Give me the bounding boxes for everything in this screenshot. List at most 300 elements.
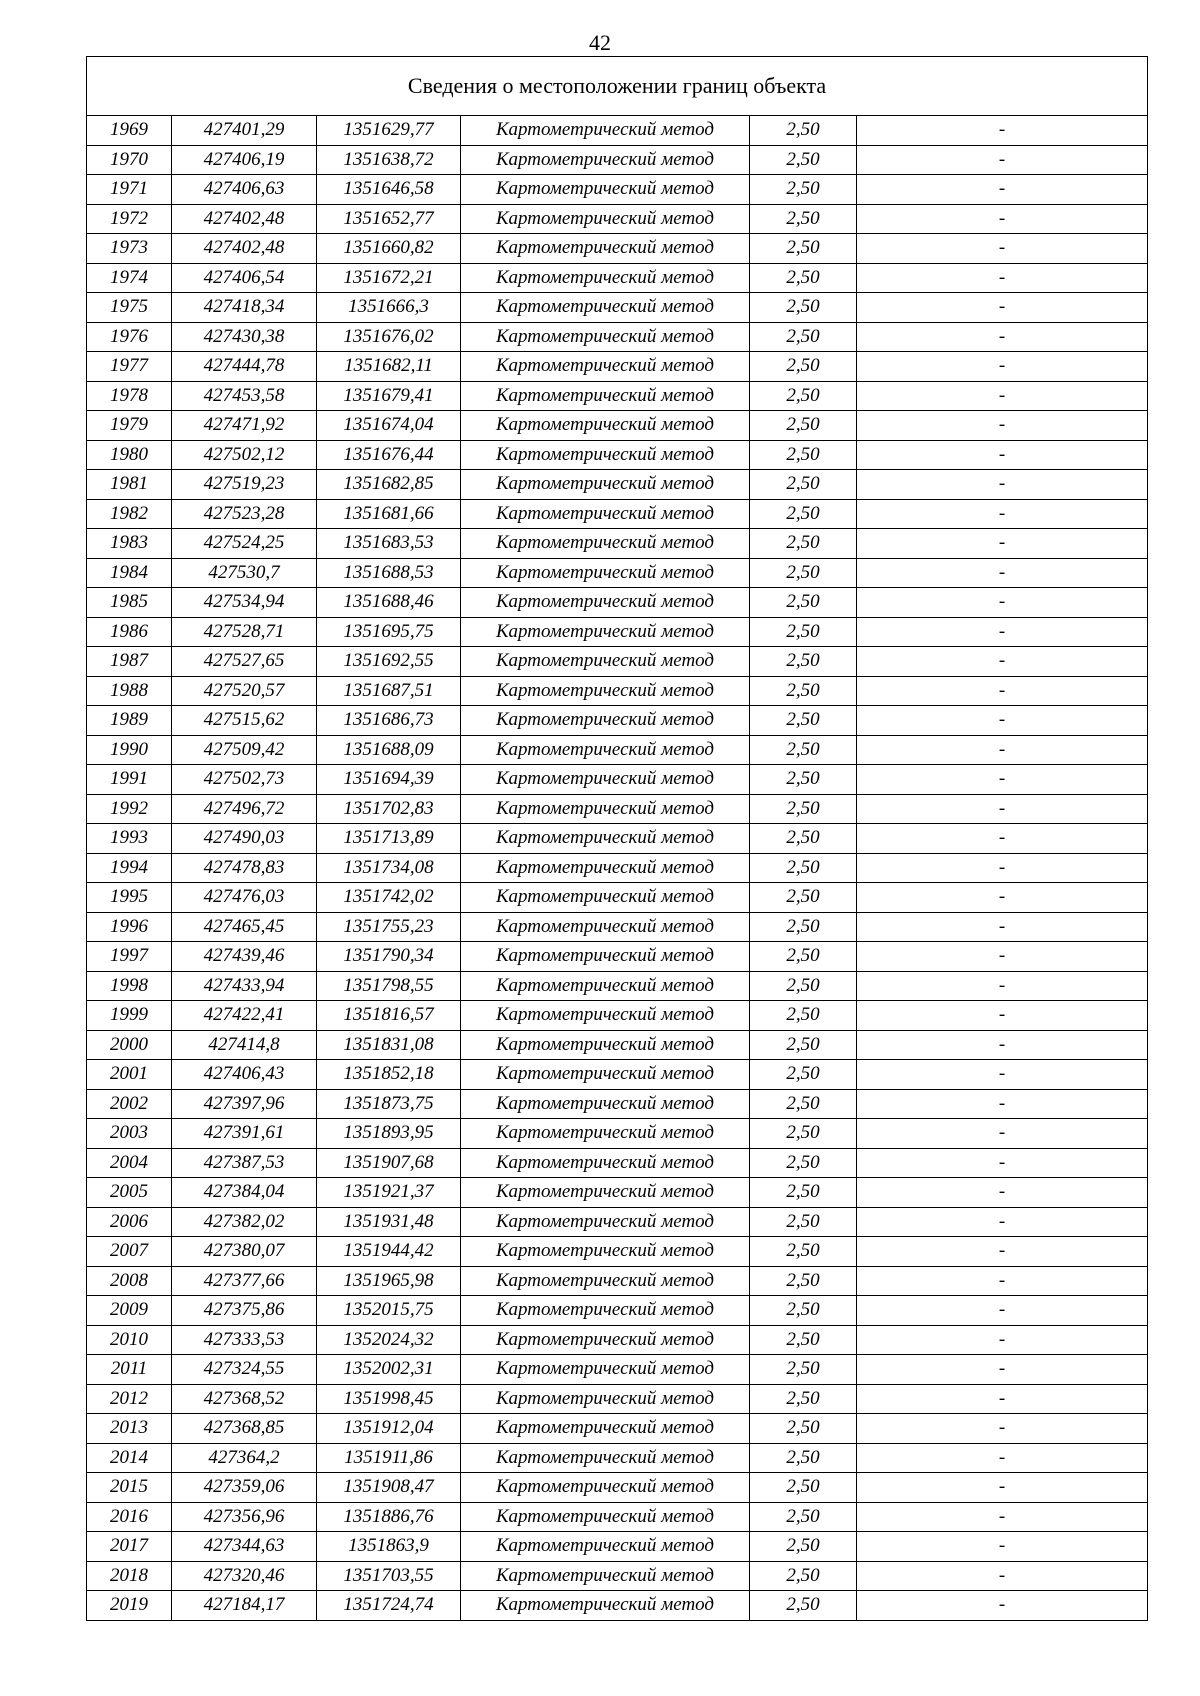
table-row [87,1414,1148,1444]
point-number-cell: 2018 [87,1561,172,1591]
y-coordinate-cell: 1351734,08 [317,853,461,883]
table-row [87,1148,1148,1178]
point-number-cell: 2011 [87,1355,172,1385]
y-coordinate-cell: 1351688,46 [317,588,461,618]
point-number-cell: 1997 [87,942,172,972]
table-row [87,794,1148,824]
y-coordinate-cell: 1351713,89 [317,824,461,854]
method-cell: Картометрический метод [461,116,750,146]
accuracy-cell: 2,50 [750,647,857,677]
point-number-cell: 1999 [87,1001,172,1031]
description-cell: - [857,883,1148,913]
x-coordinate-cell: 427471,92 [172,411,317,441]
point-number-cell: 1994 [87,853,172,883]
method-cell: Картометрический метод [461,1178,750,1208]
description-cell: - [857,1178,1148,1208]
description-cell: - [857,1561,1148,1591]
point-number-cell: 2005 [87,1178,172,1208]
method-cell: Картометрический метод [461,588,750,618]
method-cell: Картометрический метод [461,263,750,293]
x-coordinate-cell: 427476,03 [172,883,317,913]
x-coordinate-cell: 427418,34 [172,293,317,323]
description-cell: - [857,1207,1148,1237]
description-cell: - [857,1266,1148,1296]
description-cell: - [857,1325,1148,1355]
method-cell: Картометрический метод [461,1384,750,1414]
x-coordinate-cell: 427414,8 [172,1030,317,1060]
method-cell: Картометрический метод [461,1207,750,1237]
x-coordinate-cell: 427534,94 [172,588,317,618]
description-cell: - [857,1089,1148,1119]
table-row [87,1473,1148,1503]
accuracy-cell: 2,50 [750,263,857,293]
table-row [87,1089,1148,1119]
accuracy-cell: 2,50 [750,1384,857,1414]
table-row [87,411,1148,441]
point-number-cell: 1975 [87,293,172,323]
table-row [87,824,1148,854]
point-number-cell: 1976 [87,322,172,352]
y-coordinate-cell: 1351695,75 [317,617,461,647]
point-number-cell: 1985 [87,588,172,618]
point-number-cell: 1995 [87,883,172,913]
x-coordinate-cell: 427380,07 [172,1237,317,1267]
point-number-cell: 2010 [87,1325,172,1355]
table-row [87,1296,1148,1326]
accuracy-cell: 2,50 [750,529,857,559]
accuracy-cell: 2,50 [750,617,857,647]
x-coordinate-cell: 427320,46 [172,1561,317,1591]
y-coordinate-cell: 1351921,37 [317,1178,461,1208]
method-cell: Картометрический метод [461,1089,750,1119]
method-cell: Картометрический метод [461,234,750,264]
y-coordinate-cell: 1351965,98 [317,1266,461,1296]
method-cell: Картометрический метод [461,1060,750,1090]
x-coordinate-cell: 427509,42 [172,735,317,765]
accuracy-cell: 2,50 [750,1178,857,1208]
y-coordinate-cell: 1351755,23 [317,912,461,942]
y-coordinate-cell: 1351703,55 [317,1561,461,1591]
y-coordinate-cell: 1351682,85 [317,470,461,500]
description-cell: - [857,912,1148,942]
method-cell: Картометрический метод [461,1296,750,1326]
accuracy-cell: 2,50 [750,1001,857,1031]
method-cell: Картометрический метод [461,765,750,795]
accuracy-cell: 2,50 [750,1089,857,1119]
method-cell: Картометрический метод [461,1473,750,1503]
point-number-cell: 2002 [87,1089,172,1119]
boundary-coordinates-table [86,56,1148,1621]
accuracy-cell: 2,50 [750,322,857,352]
x-coordinate-cell: 427496,72 [172,794,317,824]
description-cell: - [857,529,1148,559]
description-cell: - [857,1237,1148,1267]
description-cell: - [857,647,1148,677]
accuracy-cell: 2,50 [750,1266,857,1296]
x-coordinate-cell: 427524,25 [172,529,317,559]
table-row [87,853,1148,883]
x-coordinate-cell: 427530,7 [172,558,317,588]
description-cell: - [857,1001,1148,1031]
method-cell: Картометрический метод [461,175,750,205]
table-row [87,676,1148,706]
accuracy-cell: 2,50 [750,293,857,323]
y-coordinate-cell: 1351798,55 [317,971,461,1001]
table-row [87,883,1148,913]
x-coordinate-cell: 427397,96 [172,1089,317,1119]
point-number-cell: 1982 [87,499,172,529]
description-cell: - [857,352,1148,382]
y-coordinate-cell: 1351908,47 [317,1473,461,1503]
table-row [87,1532,1148,1562]
table-row [87,765,1148,795]
point-number-cell: 1996 [87,912,172,942]
x-coordinate-cell: 427490,03 [172,824,317,854]
accuracy-cell: 2,50 [750,175,857,205]
point-number-cell: 1986 [87,617,172,647]
method-cell: Картометрический метод [461,1148,750,1178]
table-row [87,440,1148,470]
table-row [87,588,1148,618]
point-number-cell: 2001 [87,1060,172,1090]
table-row [87,204,1148,234]
description-cell: - [857,1591,1148,1621]
method-cell: Картометрический метод [461,971,750,1001]
accuracy-cell: 2,50 [750,706,857,736]
x-coordinate-cell: 427422,41 [172,1001,317,1031]
x-coordinate-cell: 427402,48 [172,234,317,264]
x-coordinate-cell: 427324,55 [172,1355,317,1385]
y-coordinate-cell: 1351944,42 [317,1237,461,1267]
table-row [87,912,1148,942]
point-number-cell: 1980 [87,440,172,470]
point-number-cell: 2008 [87,1266,172,1296]
x-coordinate-cell: 427368,52 [172,1384,317,1414]
point-number-cell: 1974 [87,263,172,293]
method-cell: Картометрический метод [461,1237,750,1267]
y-coordinate-cell: 1351672,21 [317,263,461,293]
point-number-cell: 1998 [87,971,172,1001]
y-coordinate-cell: 1352015,75 [317,1296,461,1326]
table-row [87,1561,1148,1591]
accuracy-cell: 2,50 [750,1355,857,1385]
x-coordinate-cell: 427384,04 [172,1178,317,1208]
table-row [87,293,1148,323]
accuracy-cell: 2,50 [750,1030,857,1060]
method-cell: Картометрический метод [461,440,750,470]
description-cell: - [857,853,1148,883]
y-coordinate-cell: 1351682,11 [317,352,461,382]
x-coordinate-cell: 427444,78 [172,352,317,382]
accuracy-cell: 2,50 [750,1502,857,1532]
method-cell: Картометрический метод [461,145,750,175]
description-cell: - [857,765,1148,795]
x-coordinate-cell: 427368,85 [172,1414,317,1444]
y-coordinate-cell: 1351886,76 [317,1502,461,1532]
y-coordinate-cell: 1351863,9 [317,1532,461,1562]
x-coordinate-cell: 427364,2 [172,1443,317,1473]
accuracy-cell: 2,50 [750,883,857,913]
description-cell: - [857,145,1148,175]
y-coordinate-cell: 1352024,32 [317,1325,461,1355]
method-cell: Картометрический метод [461,499,750,529]
description-cell: - [857,794,1148,824]
accuracy-cell: 2,50 [750,765,857,795]
method-cell: Картометрический метод [461,293,750,323]
table-row [87,499,1148,529]
point-number-cell: 1988 [87,676,172,706]
description-cell: - [857,263,1148,293]
point-number-cell: 1977 [87,352,172,382]
y-coordinate-cell: 1351679,41 [317,381,461,411]
accuracy-cell: 2,50 [750,1148,857,1178]
table-title-row [87,57,1148,116]
description-cell: - [857,1355,1148,1385]
y-coordinate-cell: 1351873,75 [317,1089,461,1119]
table-row [87,322,1148,352]
x-coordinate-cell: 427344,63 [172,1532,317,1562]
description-cell: - [857,617,1148,647]
accuracy-cell: 2,50 [750,1532,857,1562]
table-row [87,529,1148,559]
point-number-cell: 1983 [87,529,172,559]
method-cell: Картометрический метод [461,1414,750,1444]
point-number-cell: 1989 [87,706,172,736]
table-row [87,1237,1148,1267]
description-cell: - [857,1060,1148,1090]
x-coordinate-cell: 427430,38 [172,322,317,352]
description-cell: - [857,1148,1148,1178]
table-row [87,1325,1148,1355]
x-coordinate-cell: 427478,83 [172,853,317,883]
y-coordinate-cell: 1351683,53 [317,529,461,559]
method-cell: Картометрический метод [461,322,750,352]
y-coordinate-cell: 1351686,73 [317,706,461,736]
point-number-cell: 2004 [87,1148,172,1178]
y-coordinate-cell: 1351831,08 [317,1030,461,1060]
y-coordinate-cell: 1351931,48 [317,1207,461,1237]
y-coordinate-cell: 1351694,39 [317,765,461,795]
y-coordinate-cell: 1351742,02 [317,883,461,913]
description-cell: - [857,1119,1148,1149]
method-cell: Картометрический метод [461,1119,750,1149]
method-cell: Картометрический метод [461,706,750,736]
description-cell: - [857,1443,1148,1473]
y-coordinate-cell: 1351702,83 [317,794,461,824]
description-cell: - [857,1532,1148,1562]
y-coordinate-cell: 1352002,31 [317,1355,461,1385]
x-coordinate-cell: 427406,43 [172,1060,317,1090]
method-cell: Картометрический метод [461,381,750,411]
description-cell: - [857,411,1148,441]
accuracy-cell: 2,50 [750,912,857,942]
point-number-cell: 1970 [87,145,172,175]
table-row [87,1178,1148,1208]
point-number-cell: 2014 [87,1443,172,1473]
point-number-cell: 2000 [87,1030,172,1060]
method-cell: Картометрический метод [461,1532,750,1562]
description-cell: - [857,381,1148,411]
table-row [87,1266,1148,1296]
x-coordinate-cell: 427515,62 [172,706,317,736]
method-cell: Картометрический метод [461,883,750,913]
point-number-cell: 2009 [87,1296,172,1326]
x-coordinate-cell: 427402,48 [172,204,317,234]
x-coordinate-cell: 427406,19 [172,145,317,175]
table-row [87,1384,1148,1414]
description-cell: - [857,971,1148,1001]
point-number-cell: 2003 [87,1119,172,1149]
y-coordinate-cell: 1351676,44 [317,440,461,470]
description-cell: - [857,293,1148,323]
point-number-cell: 1987 [87,647,172,677]
y-coordinate-cell: 1351911,86 [317,1443,461,1473]
accuracy-cell: 2,50 [750,1296,857,1326]
table-row [87,1502,1148,1532]
point-number-cell: 1978 [87,381,172,411]
x-coordinate-cell: 427528,71 [172,617,317,647]
x-coordinate-cell: 427387,53 [172,1148,317,1178]
y-coordinate-cell: 1351893,95 [317,1119,461,1149]
point-number-cell: 1969 [87,116,172,146]
table-row [87,1001,1148,1031]
point-number-cell: 2007 [87,1237,172,1267]
accuracy-cell: 2,50 [750,794,857,824]
accuracy-cell: 2,50 [750,588,857,618]
y-coordinate-cell: 1351676,02 [317,322,461,352]
accuracy-cell: 2,50 [750,234,857,264]
method-cell: Картометрический метод [461,1502,750,1532]
method-cell: Картометрический метод [461,1266,750,1296]
x-coordinate-cell: 427375,86 [172,1296,317,1326]
method-cell: Картометрический метод [461,411,750,441]
y-coordinate-cell: 1351660,82 [317,234,461,264]
description-cell: - [857,204,1148,234]
x-coordinate-cell: 427382,02 [172,1207,317,1237]
accuracy-cell: 2,50 [750,1414,857,1444]
accuracy-cell: 2,50 [750,381,857,411]
table-row [87,647,1148,677]
point-number-cell: 2012 [87,1384,172,1414]
method-cell: Картометрический метод [461,824,750,854]
table-row [87,1060,1148,1090]
description-cell: - [857,588,1148,618]
table-row [87,470,1148,500]
table-row [87,1355,1148,1385]
method-cell: Картометрический метод [461,1355,750,1385]
x-coordinate-cell: 427406,63 [172,175,317,205]
description-cell: - [857,322,1148,352]
accuracy-cell: 2,50 [750,1325,857,1355]
description-cell: - [857,1502,1148,1532]
y-coordinate-cell: 1351674,04 [317,411,461,441]
x-coordinate-cell: 427359,06 [172,1473,317,1503]
point-number-cell: 1971 [87,175,172,205]
description-cell: - [857,234,1148,264]
y-coordinate-cell: 1351629,77 [317,116,461,146]
x-coordinate-cell: 427356,96 [172,1502,317,1532]
y-coordinate-cell: 1351688,09 [317,735,461,765]
y-coordinate-cell: 1351692,55 [317,647,461,677]
x-coordinate-cell: 427453,58 [172,381,317,411]
point-number-cell: 1993 [87,824,172,854]
accuracy-cell: 2,50 [750,1561,857,1591]
table-row [87,1591,1148,1621]
x-coordinate-cell: 427519,23 [172,470,317,500]
point-number-cell: 1981 [87,470,172,500]
x-coordinate-cell: 427377,66 [172,1266,317,1296]
description-cell: - [857,1296,1148,1326]
y-coordinate-cell: 1351852,18 [317,1060,461,1090]
y-coordinate-cell: 1351681,66 [317,499,461,529]
table-row [87,942,1148,972]
description-cell: - [857,1030,1148,1060]
method-cell: Картометрический метод [461,1030,750,1060]
table-row [87,263,1148,293]
accuracy-cell: 2,50 [750,470,857,500]
point-number-cell: 1984 [87,558,172,588]
method-cell: Картометрический метод [461,470,750,500]
method-cell: Картометрический метод [461,1001,750,1031]
description-cell: - [857,676,1148,706]
point-number-cell: 1992 [87,794,172,824]
method-cell: Картометрический метод [461,676,750,706]
method-cell: Картометрический метод [461,647,750,677]
x-coordinate-cell: 427406,54 [172,263,317,293]
description-cell: - [857,735,1148,765]
accuracy-cell: 2,50 [750,145,857,175]
description-cell: - [857,558,1148,588]
accuracy-cell: 2,50 [750,942,857,972]
table-row [87,175,1148,205]
description-cell: - [857,440,1148,470]
x-coordinate-cell: 427527,65 [172,647,317,677]
point-number-cell: 2015 [87,1473,172,1503]
description-cell: - [857,1414,1148,1444]
x-coordinate-cell: 427433,94 [172,971,317,1001]
point-number-cell: 2016 [87,1502,172,1532]
description-cell: - [857,116,1148,146]
point-number-cell: 1972 [87,204,172,234]
table-row [87,558,1148,588]
y-coordinate-cell: 1351816,57 [317,1001,461,1031]
description-cell: - [857,1384,1148,1414]
x-coordinate-cell: 427184,17 [172,1591,317,1621]
accuracy-cell: 2,50 [750,1060,857,1090]
y-coordinate-cell: 1351998,45 [317,1384,461,1414]
accuracy-cell: 2,50 [750,1591,857,1621]
method-cell: Картометрический метод [461,1443,750,1473]
method-cell: Картометрический метод [461,794,750,824]
table-row [87,145,1148,175]
description-cell: - [857,175,1148,205]
x-coordinate-cell: 427333,53 [172,1325,317,1355]
table-row [87,1030,1148,1060]
y-coordinate-cell: 1351666,3 [317,293,461,323]
point-number-cell: 2019 [87,1591,172,1621]
description-cell: - [857,1473,1148,1503]
y-coordinate-cell: 1351790,34 [317,942,461,972]
accuracy-cell: 2,50 [750,352,857,382]
x-coordinate-cell: 427520,57 [172,676,317,706]
point-number-cell: 2017 [87,1532,172,1562]
accuracy-cell: 2,50 [750,1207,857,1237]
table-row [87,971,1148,1001]
method-cell: Картометрический метод [461,735,750,765]
x-coordinate-cell: 427401,29 [172,116,317,146]
method-cell: Картометрический метод [461,1325,750,1355]
table-row [87,706,1148,736]
